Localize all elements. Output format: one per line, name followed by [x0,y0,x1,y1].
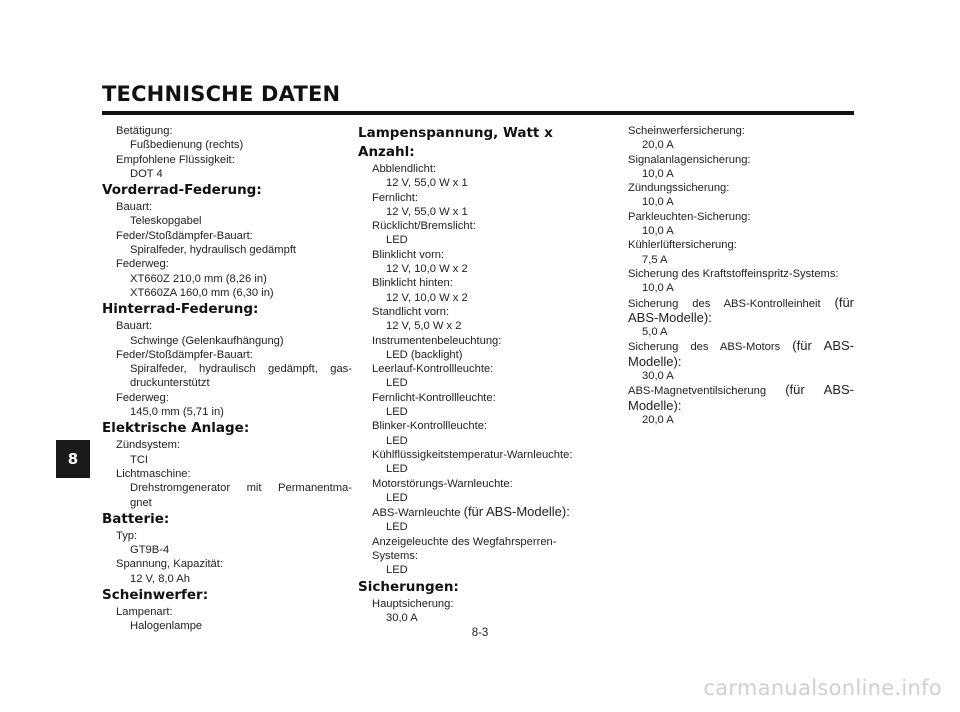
spec-value: DOT 4 [130,167,163,180]
spec-label-text: ABS-Magnetventilsicherung [628,385,767,398]
spec-value: LED [386,234,408,247]
spec-label-note: (für ABS- [785,382,854,398]
spec-label: Modelle): [628,353,682,369]
spec-column-2 [358,124,610,625]
spec-label-note: (für [834,294,855,310]
spec-label: Parkleuchten-Sicherung: [628,210,751,223]
section-heading: Vorderrad-Federung: [102,182,262,199]
spec-value: Schwinge (Gelenkaufhängung) [130,334,284,347]
spec-label: Federweg: [116,258,169,271]
spec-label: Betätigung: [116,125,173,137]
spec-value: 10,0 A [642,167,674,180]
spec-value: Spiralfeder, hydraulisch gedämpft, gas- [130,363,352,376]
spec-value: 12 V, 55,0 W x 1 [386,205,468,218]
spec-value: GT9B-4 [130,544,170,557]
spec-label: Instrumentenbeleuchtung: [372,334,502,347]
spec-label: Kühlerlüftersicherung: [628,239,737,252]
spec-label-note: (für ABS- [792,338,854,354]
spec-label [628,383,854,398]
spec-value: 30,0 A [386,611,418,624]
spec-column-3 [628,124,854,427]
section-heading: Scheinwerfer: [102,587,209,604]
spec-label: Lampenart: [116,606,173,619]
spec-label: ABS-Modelle): [628,309,712,325]
spec-label: Zündsystem: [116,439,181,452]
spec-label: Scheinwerfersicherung: [628,125,745,137]
spec-value: Fußbedienung (rechts) [130,139,244,152]
spec-value: 30,0 A [642,370,674,383]
spec-label: Feder/Stoßdämpfer-Bauart: [116,348,253,361]
spec-label: Anzeigeleuchte des Wegfahrsperren- [372,535,557,548]
spec-label: Feder/Stoßdämpfer-Bauart: [116,229,253,242]
spec-label: Hauptsicherung: [372,597,454,610]
spec-label: Bauart: [116,201,153,214]
spec-label: Blinklicht hinten: [372,277,453,290]
section-heading: Elektrische Anlage: [102,420,250,437]
section-heading: Sicherungen: [358,578,459,595]
section-heading: Hinterrad-Federung: [102,301,259,318]
spec-value: LED [386,377,408,390]
spec-label: Fernlicht: [372,191,419,204]
spec-value: 7,5 A [642,253,668,266]
spec-label: Blinker-Kontrollleuchte: [372,420,488,433]
spec-column-1 [102,124,352,634]
spec-value: LED [386,434,408,447]
spec-value: XT660ZA 160,0 mm (6,30 in) [130,286,274,299]
spec-label: Standlicht vorn: [372,305,450,318]
spec-value: LED [386,491,408,504]
page-number: 8-3 [471,627,489,639]
spec-label-text: Sicherung des ABS-Motors [628,341,781,354]
spec-value: 145,0 mm (5,71 in) [130,406,224,419]
spec-label: Fernlicht-Kontrollleuchte: [372,391,496,404]
spec-value: Halogenlampe [130,620,203,633]
spec-label: Federweg: [116,391,169,404]
spec-value: druckunterstützt [130,377,210,390]
spec-value: 12 V, 10,0 W x 2 [386,291,468,304]
spec-value: LED (backlight) [386,348,463,361]
spec-label: Empfohlene Flüssigkeit: [116,153,235,166]
section-heading: Batterie: [102,510,170,527]
spec-value: 12 V, 55,0 W x 1 [386,177,468,190]
page-title: TECHNISCHE DATEN [102,82,341,106]
spec-value: 5,0 A [642,326,668,339]
chapter-tab: 8 [56,440,90,478]
spec-label-text: Sicherung des ABS-Kontrolleinheit [628,297,821,310]
spec-label-text: ABS-Warnleuchte [372,507,461,520]
spec-value: XT660Z 210,0 mm (8,26 in) [130,272,267,285]
spec-value: LED [386,564,408,577]
spec-label: Systems: [372,550,419,563]
spec-label: Lichtmaschine: [116,467,191,480]
spec-label: Zündungssicherung: [628,182,730,195]
spec-value: gnet [130,496,152,509]
spec-label: Abblendlicht: [372,163,437,175]
spec-value: 10,0 A [642,196,674,209]
spec-label: Modelle): [628,397,682,413]
spec-value: TCI [130,453,149,466]
section-heading: Lampenspannung, Watt x Anzahl: [358,125,553,160]
spec-value: 10,0 A [642,282,674,295]
spec-label: Blinklicht vorn: [372,248,445,261]
spec-value: 20,0 A [642,139,674,152]
spec-label [628,339,854,354]
spec-label: Kühlflüssigkeitstemperatur-Warnleuchte: [372,448,573,461]
spec-label: Spannung, Kapazität: [116,558,223,571]
spec-value: 20,0 A [642,413,674,426]
spec-label: Sicherung des Kraftstoffeinspritz-Systems: [628,267,839,280]
spec-label: Leerlauf-Kontrollleuchte: [372,363,494,376]
spec-value: Drehstromgenerator mit Permanentma- [130,482,352,495]
spec-value: 12 V, 5,0 W x 2 [386,320,462,333]
spec-label [358,505,610,520]
spec-label: Motorstörungs-Warnleuchte: [372,477,513,490]
watermark: carmanualsonline.info [703,676,942,700]
spec-value: 12 V, 10,0 W x 2 [386,263,468,276]
spec-label: Typ: [116,529,138,542]
spec-label-note: (für ABS-Modelle): [463,504,570,520]
spec-label: Rücklicht/Bremslicht: [372,220,476,233]
spec-value: LED [386,521,408,534]
spec-label: Signalanlagensicherung: [628,153,751,166]
spec-value: LED [386,463,408,476]
spec-value: 10,0 A [642,225,674,238]
spec-label [628,296,854,311]
spec-value: 12 V, 8,0 Ah [130,572,190,585]
spec-value: Teleskopgabel [130,215,202,228]
title-rule [102,111,854,115]
spec-value: Spiralfeder, hydraulisch gedämpft [130,244,297,257]
spec-value: LED [386,406,408,419]
spec-label: Bauart: [116,320,153,333]
